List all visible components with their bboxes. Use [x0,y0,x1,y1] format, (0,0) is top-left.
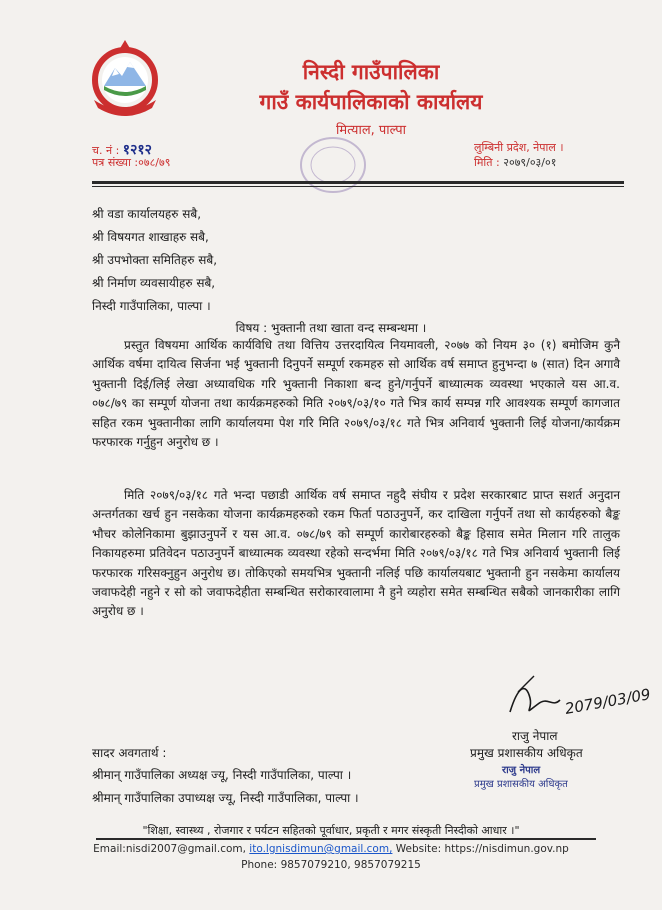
signatory-name: राजु नेपाल [512,729,558,743]
footer-motto: "शिक्षा, स्वास्थ्य , रोजगार र पर्यटन सहितको पूर्वाधार, प्रकृती र मगर संस्कृती निस्दीको आधार ।" [142,824,520,837]
subject-line: विषय : भुक्तानी तथा खाता वन्द सम्बन्धमा । [235,321,427,335]
cc-label: सादर अवगतार्थ : [92,746,167,760]
office-subtitle: गाउँ कार्यपालिकाको कार्यालय [259,90,483,114]
chalani-label: च. नं : [92,144,120,157]
chalani-value: १२१२ [122,142,152,158]
cc-item: श्रीमान् गाउँपालिका अध्यक्ष ज्यू, निस्दी गाउँपालिका, पाल्पा । [92,768,352,782]
signature-date: 2079/03/09 [563,685,652,718]
signature-stamp-name: राजु नेपाल [502,765,541,776]
addressee-line: श्री उपभोक्ता समितिहरु सबै, [92,253,218,267]
body-paragraph-2: मिति २०७९/०३/१८ गते भन्दा पछाडी आर्थिक वर्ष समाप्त नहुदै संघीय र प्रदेश सरकारबाट प्राप्त सशर्त अनुदान अन्तर्गतका खर्च हुन नसकेका योजना कार्यक्रमहरुको रकम फिर्ता पठाउनुपर्ने, कर दाखिला गर्नुपर्ने तथा सो कार्यहरुको बैङ्क भौचर कोलेनिकामा बुझाउनुपर्ने र यस आ.व. ०७८/७९ को सम्पूर्ण कारोबारहरुको बैङ्क हिसाव समेत मिलान गरि तालुक निकायहरुमा प्रतिवेदन पठाउनुपर्ने बाध्यात्मक व्यवस्था रहेको सन्दर्भमा मिति २०७९/०३/१८ गते भित्र अनिवार्य भुक्तानी लिई फरफारक गरिसक्नुहुन अनुरोध छ। तोकिएको समयभित्र भुक्तानी नलिई पछि कार्यालयबाट भुक्तानी हुन नसकेमा कार्यालय जवाफदेही नहुने र सो को जवाफदेहीता सम्बन्धित सरोकारवालामा नै हुने व्यहोरा समेत सम्बन्धित सबैको जानकारीका लागि अनुरोध छ । [92,488,620,619]
signatory-title: प्रमुख प्रशासकीय अधिकृत [470,746,583,760]
body-paragraph-1: प्रस्तुत विषयमा आर्थिक कार्यविधि तथा वित्तिय उत्तरदायित्व नियमावली, २०७७ को नियम ३० (१) बमोजिम कुनै आर्थिक वर्षमा दायित्व सिर्जना भई भुक्तानी दिनुपर्ने सम्पूर्ण रकमहरु सो आर्थिक वर्ष समाप्त हुनुभन्दा ७ (सात) दिन अगावै भुक्तानी दिई/लिई लेखा अध्यावधिक गरि भुक्तानी निकाशा बन्द हुने/गर्नुपर्ने बाध्यात्मक व्यवस्था भएकाले यस आ.व. ०७८/७९ का सम्पूर्ण योजना तथा कार्यक्रमहरुको मिति २०७९/०३/१० गते भित्र कार्य सम्पन्न गरि आवश्यक सम्पूर्ण कागजात सहित रकम भुक्तानीका लागि कार्यालयमा पेश गरि मिति २०७९/०३/१८ गते भित्र अनिवार्य भुक्तानी लिई योजना/कार्यक्रम फरफारक गर्नुहुन अनुरोध छ । [92,338,620,450]
footer-rule [96,838,596,840]
cc-item: श्रीमान् गाउँपालिका उपाध्यक्ष ज्यू, निस्दी गाउँपालिका, पाल्पा । [92,791,359,805]
phone-numbers: 9857079210, 9857079215 [280,859,421,871]
handwritten-signature [500,668,660,726]
website-label: Website: [395,843,442,855]
addressee-line: श्री निर्माण व्यवसायीहरु सबै, [92,276,216,290]
footer-contact-line [0,843,662,855]
website-link[interactable]: https://nisdimun.gov.np [444,843,569,855]
date-label: मिति : [474,156,500,169]
footer-phone-line [0,859,662,871]
date-line [474,155,556,170]
email-link-secondary[interactable]: ito.lgnisdimun@gmail.com, [249,843,393,855]
office-name: निस्दी गाउँपालिका [302,60,440,84]
office-location: मित्याल, पाल्पा [336,123,406,138]
office-seal-stamp [296,133,370,197]
email-label: Email: [93,843,126,855]
email-link-primary[interactable]: nisdi2007@gmail.com, [125,843,246,855]
letter-no-value: ०७८/७९ [138,156,171,169]
header-rule-thin [92,186,624,187]
addressee-line: निस्दी गाउँपालिका, पाल्पा । [92,299,211,313]
phone-label: Phone: [241,859,278,871]
addressee-line: श्री विषयगत शाखाहरु सबै, [92,230,209,244]
header-rule-thick [92,181,624,184]
letter-number [92,155,170,170]
province-line: लुम्बिनी प्रदेश, नेपाल । [474,141,564,154]
addressee-line: श्री वडा कार्यालयहरु सबै, [92,207,202,221]
signature-stamp-title: प्रमुख प्रशासकीय अधिकृत [474,779,568,790]
date-value: २०७९/०३/०१ [503,156,557,169]
letter-no-label: पत्र संख्या : [92,156,139,169]
